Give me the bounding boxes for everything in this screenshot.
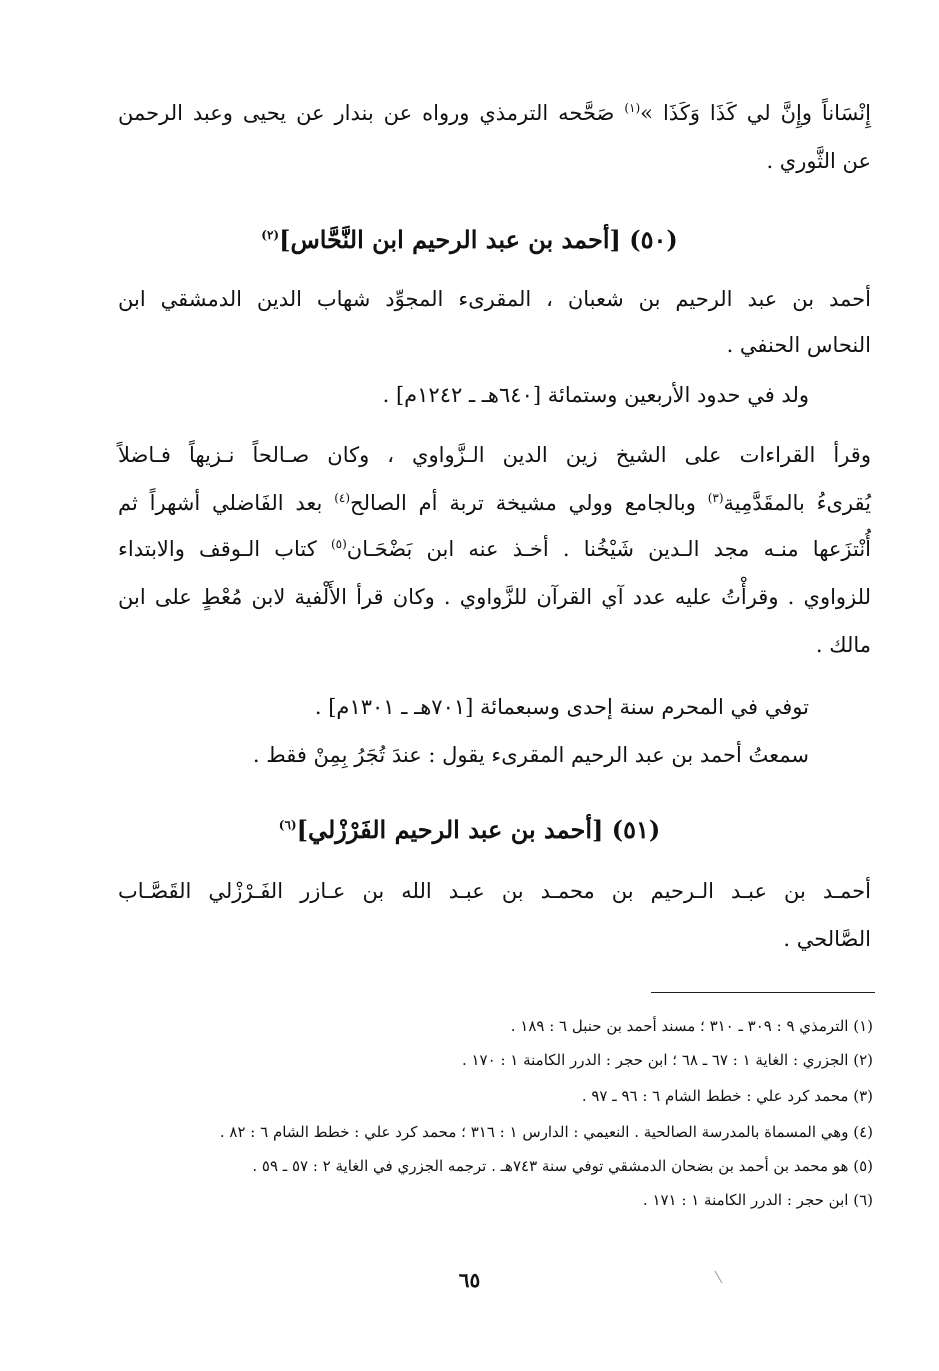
heading-text: (٥٠) [أحمد بن عبد الرحيم ابن النَّحَّاس] xyxy=(279,225,678,254)
footnote: (٥) هو محمد بن أحمد بن بضحان الدمشقي توفي سنة ٧٤٣هـ . ترجمه الجزري في الغاية ٢ : ٥٧ ـ ٥٩ . xyxy=(252,1157,873,1175)
footnote-separator xyxy=(651,992,875,993)
paragraph-line: عن الثَّوري . xyxy=(766,149,871,173)
text-span: يُقرىءُ بالمقَدَّمِية xyxy=(723,491,871,515)
paragraph-line: ولد في حدود الأربعين وستمائة [٦٤٠هـ ـ ١٢٤٢م] . xyxy=(382,383,809,407)
footnote: (٣) محمد كرد علي : خطط الشام ٦ : ٩٦ ـ ٩٧ . xyxy=(581,1087,873,1105)
text-span: كتاب الـوقف والابتداء xyxy=(118,537,331,561)
paragraph-line: أحمد بن عبد الرحيم بن شعبان ، المقرىء المجوِّد شهاب الدين الدمشقي ابن xyxy=(118,287,871,311)
paragraph-line: توفي في المحرم سنة إحدى وسبعمائة [٧٠١هـ ـ ١٣٠١م] . xyxy=(314,695,809,719)
paragraph-line: سمعتُ أحمد بن عبد الرحيم المقرىء يقول : عندَ تُجَرُ بِمِنْ فقط . xyxy=(252,743,809,767)
text-span: إِنْسَاناً وإِنَّ لي كَذَا وَكَذَا » xyxy=(640,101,871,125)
entry-51-heading xyxy=(0,812,939,848)
footnote: (٤) وهي المسماة بالمدرسة الصالحية . النعيمي : الدارس ١ : ٣١٦ ؛ محمد كرد علي : خطط الشام ٦ : ٨٢ . xyxy=(219,1123,873,1141)
footnote: (١) الترمذي ٩ : ٣٠٩ ـ ٣١٠ ؛ مسند أحمد بن حنبل ٦ : ١٨٩ . xyxy=(510,1017,873,1035)
paragraph-line xyxy=(118,488,871,518)
footnote-ref: (١) xyxy=(624,101,641,115)
paragraph-line: وقرأ القراءات على الشيخ زين الدين الـزَّواوي ، وكان صـالحاً نـزيهاً فـاضلاً xyxy=(118,443,871,467)
footnote-ref: (٥) xyxy=(330,537,347,551)
footnote: (٦) ابن حجر : الدرر الكامنة ١ : ١٧١ . xyxy=(642,1191,873,1209)
paragraph-line: مالك . xyxy=(815,633,871,657)
paragraph-line xyxy=(118,98,871,128)
footnote-ref: (٦) xyxy=(278,818,297,832)
text-span: بعد الفَاضلي أشهراً ثم xyxy=(118,491,335,515)
entry-50-heading xyxy=(0,222,939,258)
page-number: ٦٥ xyxy=(458,1268,481,1292)
paragraph-line xyxy=(118,534,871,564)
paragraph-line: النحاس الحنفي . xyxy=(726,333,871,357)
text-span: أُنْتزَعها منـه مجد الـدين شَيْخُنا . أخـذ عنه ابن بَضْحَـان xyxy=(346,537,872,561)
footnote: (٢) الجزري : الغاية ١ : ٦٧ ـ ٦٨ ؛ ابن حجر : الدرر الكامنة ١ : ١٧٠ . xyxy=(461,1051,873,1069)
paragraph-line: للزواوي . وقرأْتُ عليه عدد آي القرآن للزَّواوي . وكان قرأ الأَلْفية لابن مُعْطٍ على ابن xyxy=(118,585,871,609)
footnote-ref: (٢) xyxy=(261,228,280,242)
paragraph-line: الصَّالحي . xyxy=(783,927,871,951)
text-span: وبالجامع وولي مشيخة تربة أم الصالح xyxy=(350,491,708,515)
paragraph-line: أحمـد بن عبـد الـرحيم بن محمـد بن عبـد الله بن عـازر الفَـرْزْلي القَصَّـاب xyxy=(118,879,871,903)
text-span: صَحَّحه الترمذي ورواه عن بندار عن يحيى وعبد الرحمن xyxy=(118,101,625,125)
heading-text: (٥١) [أحمد بن عبد الرحيم الفَرْزْلي] xyxy=(296,815,661,844)
footnote-ref: (٣) xyxy=(707,491,724,505)
footnote-ref: (٤) xyxy=(334,491,351,505)
